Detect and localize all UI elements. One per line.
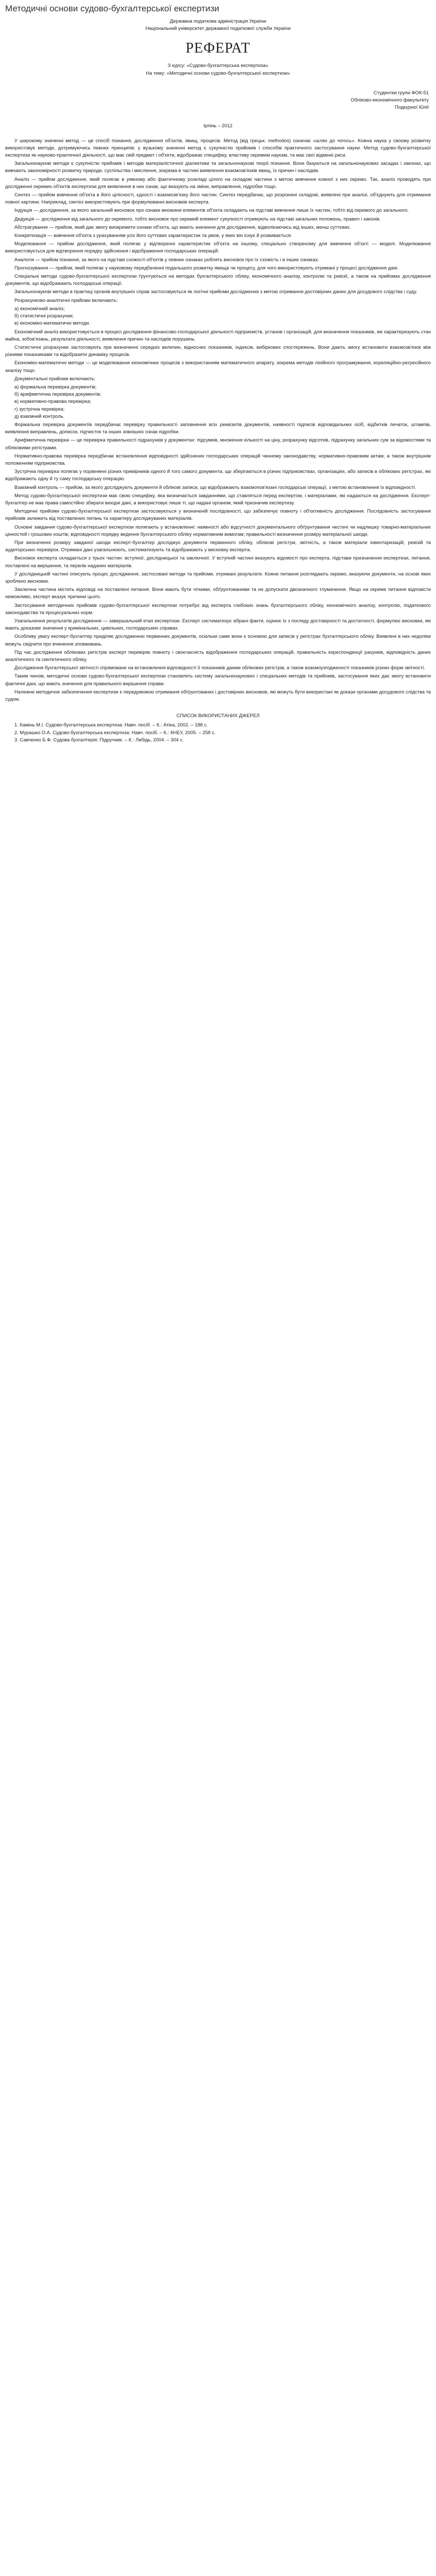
reference-item: 1. Камінь М.І. Судово-бухгалтерська експертиза: Навч. посіб. – К.: Атіка, 2002. – 188 с. (14, 722, 208, 728)
paragraph: Прогнозування — прийом, який полягає у науковому передбаченні подальшого розвитку явища чи процесу, для чого використовують отримані у процесі дослідження дані. (14, 264, 399, 270)
paragraph: Розрахунково-аналітичні прийоми включають: (14, 297, 118, 303)
list-item: в) економіко-математичні методи. (14, 320, 91, 326)
list-analytic-methods (5, 305, 431, 327)
paragraph: Дослідження бухгалтерської звітності спрямоване на встановлення відповідності її показників даним облікових регістрів, а також взаємоузгодженості показників різних форм звітності. (14, 665, 425, 671)
paragraph: Загальнонаукові методи є сукупністю прийомів і методів матеріалістичної діалектики та загальнонаукові теорії пізнання. Вони базуються на загальнонаукових засадах і законах, що вивчають закономірності розвитку природи, суспільства і мислення, зокрема в частині виявлення взаємозв'язків явищ, їх причин і наслідків. (5, 160, 431, 174)
list-document-methods (5, 383, 431, 420)
page-title: Методичні основи судово-бухгалтерської експертизи (5, 4, 219, 13)
paragraph: Методичні прийоми судово-бухгалтерської експертизи застосовуються у визначеній послідовності, що забезпечує повноту і об'єктивність дослідження. Послідовність застосування прийомів залежить від поставлених питань та характеру досліджуваних матеріалів. (5, 508, 431, 521)
paragraph: Заключна частина містить відповіді на поставлені питання. Вони мають бути чіткими, обґрунтованими та не допускати двозначного тлумачення. Якщо на окреме питання відповісти неможливо, експерт вказує причини цього. (5, 586, 431, 600)
paragraph: Взаємний контроль — прийом, за якого досліджують документи й облікові записи, що відображають взаємопов'язані господарські операції, з метою встановлення їх відповідності. (14, 484, 416, 490)
list-item: б) арифметична перевірка документів; (14, 391, 101, 397)
author-group: Студентки групи ФОК-51 (373, 89, 429, 95)
list-item: д) взаємний контроль. (14, 413, 65, 419)
list-item: б) статистичні розрахунки; (14, 313, 74, 319)
references-list (5, 721, 431, 743)
paragraph: У дослідницькій частині описують процес дослідження, застосовані методи та прийоми, отримані результати. Кожне питання розглядають окремо, вказуючи документи, на основі яких зроблено висновки. (5, 570, 431, 584)
paragraph: Економічний аналіз використовується в процесі дослідження фінансово-господарської діяльності підприємств, установ і організацій, для визначення показників, які характеризують стан майна, зобов'язань, результати діяльності, виявлення причин та наслідків порушень. (5, 328, 431, 342)
paragraph: У широкому значенні метод — це спосіб пізнання, дослідження об'єктів, явищ, процесів. Метод (від грецьк. methodos) означає «шлях до чогось». Кожна наука у своєму розвитку використовує методи, дотримуючись певних принципів; у вузькому значенні метод є сукупністю прийомів і способів практичного застосування науки. Метод судово-бухгалтерської експертизи як науково-практичної діяльності, що має свій предмет і об'єкти, відображає специфіку, властиву окремим наукам, та має свої відмінні риси. (5, 137, 431, 158)
paragraph: Узагальнення результатів дослідження — завершальний етап експертизи. Експерт систематизує зібрані факти, оцінює їх з погляду достовірності та достатності, формулює висновки, які мають доказове значення у кримінальних, цивільних, господарських справах. (5, 618, 431, 631)
ministry-line: Державна податкова адміністрація України (169, 18, 267, 24)
paragraph: Метод судово-бухгалтерської експертизи має свою специфіку, яка визначається завданнями, що ставляться перед експертом, і матеріалами, які надаються на дослідження. Експерт-бухгалтер не має права самостійно збирати вихідні дані, а використовує лише ті, що надані органом, який призначив експертизу. (5, 492, 431, 505)
paragraph: Абстрагування — прийом, який дає змогу виокремити ознаки об'єкта, що мають значення для дослідження, відволікаючись від інших, менш суттєвих. (14, 224, 351, 230)
university-line: Національний університет державної податкової служби України (145, 25, 291, 31)
paragraph: Арифметична перевірка — це перевірка правильності підрахунків у документах: підсумків, множення кількості на ціну, розрахунку відсотків, підрахунку загальних сум за відомостями та облiковими регістрами. (5, 437, 431, 450)
author-faculty: Обліково-економічного факультету (351, 97, 429, 103)
topic-line: На тему: «Методичні основи судово-бухгалтерської експертизи» (146, 70, 290, 76)
body-text-a (5, 137, 431, 304)
paragraph: Аналогія — прийом пізнання, за якого на підставі схожості об'єктів у певних ознаках роблять висновок про їх схожість і в інших ознаках. (14, 256, 320, 262)
list-item: а) формальна перевірка документів; (14, 383, 97, 389)
paragraph: Документальні прийоми включають: (14, 375, 96, 381)
paragraph: Особливу увагу експерт-бухгалтер приділяє дослідженню первинних документів, оскільки саме вони є основою для записів у регістрах бухгалтерського обліку. Виявлені в них недоліки можуть свідчити про вчинення зловживань. (5, 633, 431, 647)
course-line: З курсу: «Судово-бухгалтерська експертиза» (167, 62, 269, 69)
author-block (5, 89, 429, 111)
body-text-c (5, 421, 431, 703)
list-item: а) економічний аналіз; (14, 305, 65, 311)
document-heading: РЕФЕРАТ (185, 40, 251, 57)
paragraph: Основні завдання судово-бухгалтерської експертизи полягають у встановленні: наявності або відсутності документального обґрунтування нестачі чи надлишку товарно-матеріальних цінностей і грошових коштів; відповідності порядку ведення бухгалтерського обліку нормативним вимогам; правильності визначення розміру матеріальної шкоди. (5, 523, 431, 537)
list-item: в) нормативно-правова перевірка; (14, 398, 92, 404)
paragraph: Висновок експерта складається з трьох частин: вступної, дослідницької та заключної. У вступній частині вказують відомості про експерта, підстави призначення експертизи, питання, поставлені на вирішення, та перелік наданих матеріалів. (5, 555, 431, 568)
paragraph: Дедукція — дослідження від загального до окремого, тобто висновок про окремий елемент сукупності отримують на підставі загальних положень, правил і законів. (14, 215, 381, 222)
paragraph: Статистичні розрахунки застосовують при визначенні середніх величин, відносних показників, індексів, вибіркових спостережень. Вони дають змогу встановити взаємозв'язок між різними показниками та відобразити динаміку процесів. (5, 344, 431, 358)
paragraph: Під час дослідження облікових регістрів експерт перевіряє повноту і своєчасність відображення господарських операцій, правильність кореспонденції рахунків, відповідність даних аналітичного та синтетичного обліку. (5, 649, 431, 663)
paragraph: Таким чином, методичні основи судово-бухгалтерської експертизи становлять систему загальнонаукових і спеціальних методів та прийомів, застосування яких дає змогу встановити фактичні дані, що мають значення для правильного вирішення справи. (5, 673, 431, 686)
body-text-b (5, 328, 431, 382)
paragraph: Моделювання — прийом дослідження, який полягає у відтворенні характеристик об'єкта на іншому, спеціально створеному для вивчення об'єкті — моделі. Моделювання використовується для відтворення порядку здійснення і відображення господарських операцій. (5, 241, 431, 254)
paragraph: При визначенні розміру завданої шкоди експерт-бухгалтер досліджує документи первинного обліку, облікові регістри, звітність, а також матеріали інвентаризацій, ревізій та аудиторських перевірок. Отримані дані узагальнюють, систематизують та відображають у висновку експерта. (5, 539, 431, 553)
paragraph: Конкретизація — вивчення об'єкта з урахуванням усіх його суттєвих характеристик та умов, у яких він існує й розвивається. (14, 232, 292, 239)
paragraph: Аналіз — прийом дослідження, який полягає в уявному або фактичному розкладі цілого на складові частини з метою вивчення кожної з них окремо. Так, аналіз проводять при дослідженні окремих об'єктів експертизи для виявлення в них ознак, що вказують на зміни, виправлення, підробки тощо. (5, 176, 431, 189)
paragraph: Загальнонаукові методи в практиці органів внутрішніх справ застосовуються як логічні прийоми дослідження з метою отримання достовірних даних для досудового слідства і суду. (14, 289, 417, 295)
reference-item: 3. Савченко Б.Ф. Судова бухгалтерія: Підручник. – К.: Либідь, 2004. – 304 с. (14, 736, 184, 742)
paragraph: Індукція — дослідження, за якого загальний висновок про ознаки множини елементів об'єкта складають на підставі вивчення лише їх частин, тобто від окремого до загального. (14, 207, 409, 213)
paragraph: Економіко-математичні методи — це моделювання економічних процесів з використанням математичного апарату, зокрема методів лінійного програмування, кореляційно-регресійного аналізу тощо. (5, 360, 431, 373)
city-year: Ірпінь – 2012 (203, 123, 233, 129)
paragraph: Нормативно-правова перевірка передбачає встановлення відповідності здійснених господарських операцій чинному законодавству, нормативно-правовим актам, а також внутрішнім положенням підприємства. (5, 452, 431, 466)
paragraph: Застосування методичних прийомів судово-бухгалтерської експертизи потребує від експерта глибоких знань бухгалтерського обліку, економічного аналізу, контролю, податкового законодавства та процесуальних норм. (5, 602, 431, 615)
references-title: СПИСОК ВИКОРИСТАНИХ ДЖЕРЕЛ (176, 713, 260, 719)
list-item: г) зустрічна перевірка; (14, 405, 65, 412)
paragraph: Належне методичне забезпечення експертизи є передумовою отримання обґрунтованих і достовірних висновків, які можуть бути використані як докази органами досудового слідства та судом. (5, 688, 431, 702)
paragraph: Зустрічна перевірка полягає у порівнянні різних примірників одного й того самого документа, що зберігаються в різних підприємствах, організаціях, або записів в облікових регістрах, які відображають одну й ту саму господарську операцію. (5, 468, 431, 482)
paragraph: Синтез — прийом вивчення об'єкта в його цілісності, єдності і взаємозв'язку його частин. Синтез передбачає, що розрізнені складові, виявлені при аналізі, об'єднують для отримання повної картини. Наприклад, синтез використовують при формулюванні висновків експерта. (5, 192, 431, 205)
document-page (0, 0, 436, 743)
paragraph: Спеціальні методи судово-бухгалтерської експертизи ґрунтуються на методах бухгалтерського обліку, економічного аналізу, контролю та ревізії, а також на прийомах дослідження документів, що відображають господарські операції. (5, 273, 431, 286)
reference-item: 2. Мурашко О.А. Судово-бухгалтерська експертиза: Навч. посіб. – К.: КНЕУ, 2005. – 258 с. (14, 729, 216, 735)
paragraph: Формальна перевірка документів передбачає перевірку правильності заповнення всіх реквізитів документів, наявності підписів відповідальних осіб, відбитків печаток, штампів, виявлення виправлень, дописок, підчисток та інших зовнішніх ознак підробки. (5, 421, 431, 435)
author-name: Подкурної Юлії (394, 104, 429, 110)
